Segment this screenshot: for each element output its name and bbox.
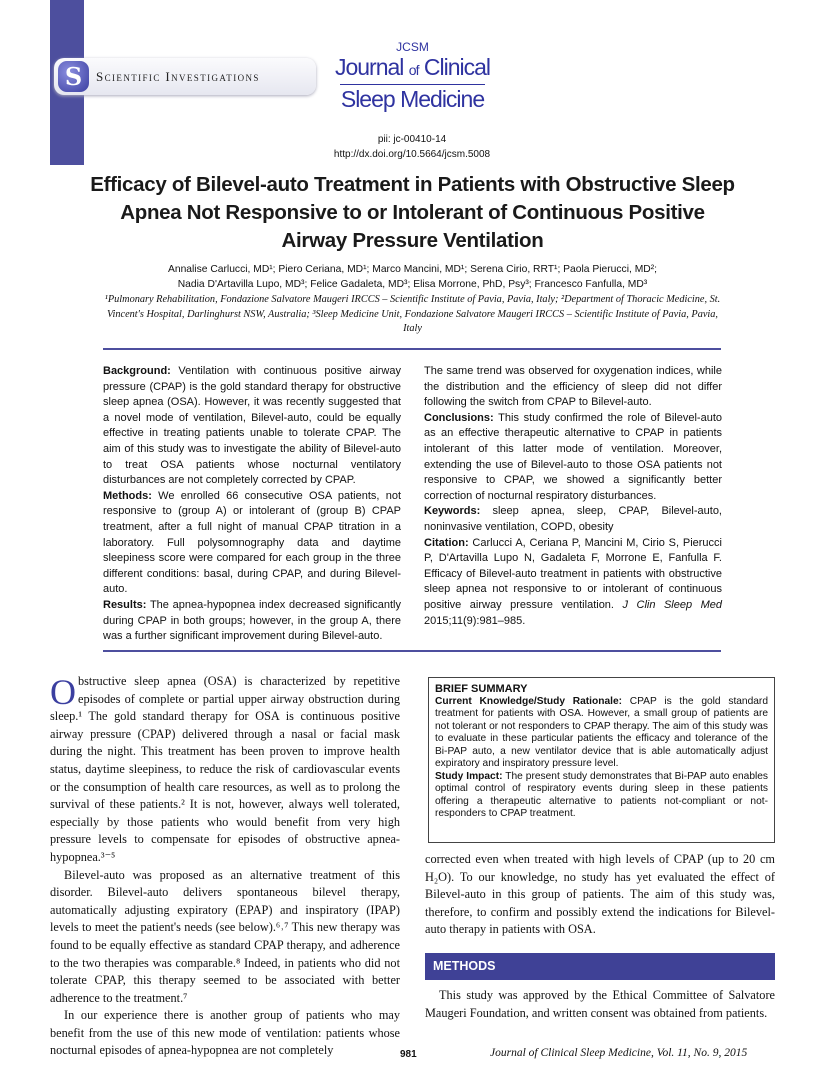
running-footer: Journal of Clinical Sleep Medicine, Vol. 11, No. 9, 2015 [490, 1047, 748, 1059]
abstract-left-column [103, 364, 401, 645]
pii: pii: jc-00410-14 [377, 134, 447, 145]
abstract-text: Ventilation with continuous positive airway pressure (CPAP) is the gold standard therapy for obstructive sleep apnea (OSA). However, it was recently suggested that a novel mode of ventilation, Bilevel-auto, could be equally effective in treating patients unable to tolerate CPAP. The aim of this study was to investigate the ability of Bilevel-auto to treat OSA patients whose nocturnal ventilatory disturbances are not completely corrected by CPAP. [103, 365, 401, 487]
divider [103, 348, 721, 350]
paragraph: This study was approved by the Ethical Committee of Salvatore Maugeri Foundation, and written consent was obtained from patients. [425, 988, 775, 1020]
brief-label: Current Knowledge/Study Rationale: [435, 695, 623, 707]
abstract-text: This study confirmed the role of Bilevel-auto as an effective therapeutic alternative to CPAP in patients intolerant of this latter mode of ventilation. Moreover, extending the use of Bilevel-auto to those OSA patients not responsive to CPAP, we showed a significantly better correction of nocturnal respiratory disturbances. [424, 411, 722, 502]
abstract-text: We enrolled 66 consecutive OSA patients, not responsive to (group A) or intolerant of (group B) CPAP treatment, after a full night of manual CPAP titration in a laboratory. Full polysomnography data and daytime sleepiness score were compared for each group in the three different conditions: basal, during CPAP, and during Bilevel-auto. [103, 489, 401, 596]
authors-line: Nadia D'Artavilla Lupo, MD³; Felice Gadaleta, MD³; Elisa Morrone, PhD, Psy³; Francesco Fanfulla, MD³ [177, 279, 648, 290]
journal-name-line2: Sleep Medicine [340, 86, 485, 112]
drop-cap: O [50, 672, 76, 712]
paragraph: bstructive sleep apnea (OSA) is characterized by repetitive episodes of complete or partial upper airway obstruction during sleep.¹ The gold standard therapy for OSA is continuous positive airway pressure (CPAP) delivered through a nasal or facial mask during the night. This treatment has been proven to improve health status, daytime sleepiness, to reduce the risk of cardiovascular events or the consumption of health care resources, as well as to prolong the survival of these patients.² It is not, however, always well tolerated, especially by those patients who would benefit from very high pressure levels to compensate for episodes of obstructive apnea-hypopnea.³⁻⁵ [50, 674, 400, 864]
affiliations: ¹Pulmonary Rehabilitation, Fondazione Salvatore Maugeri IRCCS – Scientific Institute of Pavia, Pavia, Italy; ²Department of Thoracic Medicine, St. Vincent's Hospital, Darlinghurst NSW, Australia; ³Sleep Medicine Unit, Fondazione Salvatore Maugeri IRCCS – Scientific Institute of Pavia, Pavia, Italy [104, 294, 721, 334]
brief-summary-heading: BRIEF SUMMARY [435, 683, 528, 695]
brief-text: The present study demonstrates that Bi-PAP auto enables optimal control of respiratory events during sleep in these patients offering a therapeutic alternative to patients not-compliant or not-responders to CPAP treatment. [435, 770, 769, 819]
abstract-text: The apnea-hypopnea index decreased significantly during CPAP in both groups; however, in the group A, there was a further significant improvement during Bilevel-auto. [103, 598, 401, 643]
doi-link[interactable]: http://dx.doi.org/10.5664/jcsm.5008 [333, 149, 491, 160]
journal-name-line1: Journal of Clinical [334, 54, 491, 80]
divider [103, 650, 721, 652]
abstract-label: Background: [103, 365, 171, 377]
paragraph: corrected even when treated with high levels of CPAP (up to 20 cm H₂O). To our knowledge, no study has yet evaluated the effect of Bilevel-auto in this group of patients. The aim of this study was, therefore, to confirm and possibly extend the indications for Bilevel-auto therapy in patients with OSA. [425, 852, 775, 937]
section-label: Scientific Investigations [96, 69, 260, 84]
methods-heading: METHODS [425, 953, 775, 980]
journal-abbrev: JCSM [396, 40, 429, 54]
paragraph: In our experience there is another group of patients who may benefit from the use of this new mode of ventilation: patients whose nocturnal episodes of apnea-hypopnea are not completely [50, 1008, 400, 1058]
authors [100, 262, 725, 292]
abstract-text: sleep apnea, sleep, CPAP, Bilevel-auto, noninvasive ventilation, COPD, obesity [424, 505, 722, 533]
abstract-label: Conclusions: [424, 411, 494, 424]
brief-label: Study Impact: [435, 770, 503, 782]
body-left-column [50, 673, 400, 1060]
page-number: 981 [400, 1049, 417, 1060]
citation-journal: J Clin Sleep Med [622, 598, 722, 611]
abstract-text: Carlucci A, Ceriana P, Mancini M, Cirio S, Pierucci P, D'Artavilla Lupo N, Gadaleta F, Morrone E, Fanfulla F. Efficacy of Bilevel-auto treatment in patients with obstructive sleep apnea not responsive to or intolerant of continuous positive airway pressure ventilation. [424, 536, 722, 611]
methods-column [425, 987, 775, 1022]
body-right-column [425, 851, 775, 939]
paragraph: Bilevel-auto was proposed as an alternative treatment of this disorder. Bilevel-auto delivers spontaneous bilevel therapy, automatically adjusting expiratory (EPAP) and inspiratory (IPAP) levels to meet the patient's needs (see below).⁶˒⁷ This new therapy was found to be equally effective as standard CPAP therapy, and adherence to the two therapies was comparable.⁸ Indeed, in patients who did not tolerate CPAP, this therapy seemed to be associated with better adherence to the treatment.⁷ [50, 867, 400, 1005]
authors-line: Annalise Carlucci, MD¹; Piero Ceriana, MD¹; Marco Mancini, MD¹; Serena Cirio, RRT¹; Paola Pierucci, MD²; [167, 264, 658, 275]
brief-summary-box [428, 677, 775, 843]
abstract-label: Results: [103, 598, 147, 611]
abstract-text: 2015;11(9):981–985. [424, 614, 526, 627]
article-title: Efficacy of Bilevel-auto Treatment in Patients with Obstructive Sleep Apnea Not Responsive to or Intolerant of Continuous Positive Airway Pressure Ventilation [90, 173, 735, 252]
abstract-label: Citation: [424, 536, 469, 549]
journal-rule [340, 84, 485, 85]
section-banner [54, 58, 316, 95]
abstract-text: The same trend was observed for oxygenation indices, while the distribution and the efficiency of sleep did not differ following the switch from CPAP to Bilevel-auto. [424, 365, 722, 409]
abstract-right-column [424, 364, 722, 629]
brief-text: CPAP is the gold standard treatment for patients with OSA. However, a small group of patients are not tolerant or not responders to CPAP therapy. The aim of this study was to evaluate in these particular patients the efficacy and tolerance of the Bi-PAP auto, a new ventilator device that is able automatically adjust expiratory and inspiratory pressure level. [435, 695, 768, 769]
abstract-label: Methods: [103, 489, 152, 502]
s-logo-icon: S [58, 61, 89, 92]
journal-logo [330, 40, 495, 111]
abstract-label: Keywords: [424, 505, 481, 518]
